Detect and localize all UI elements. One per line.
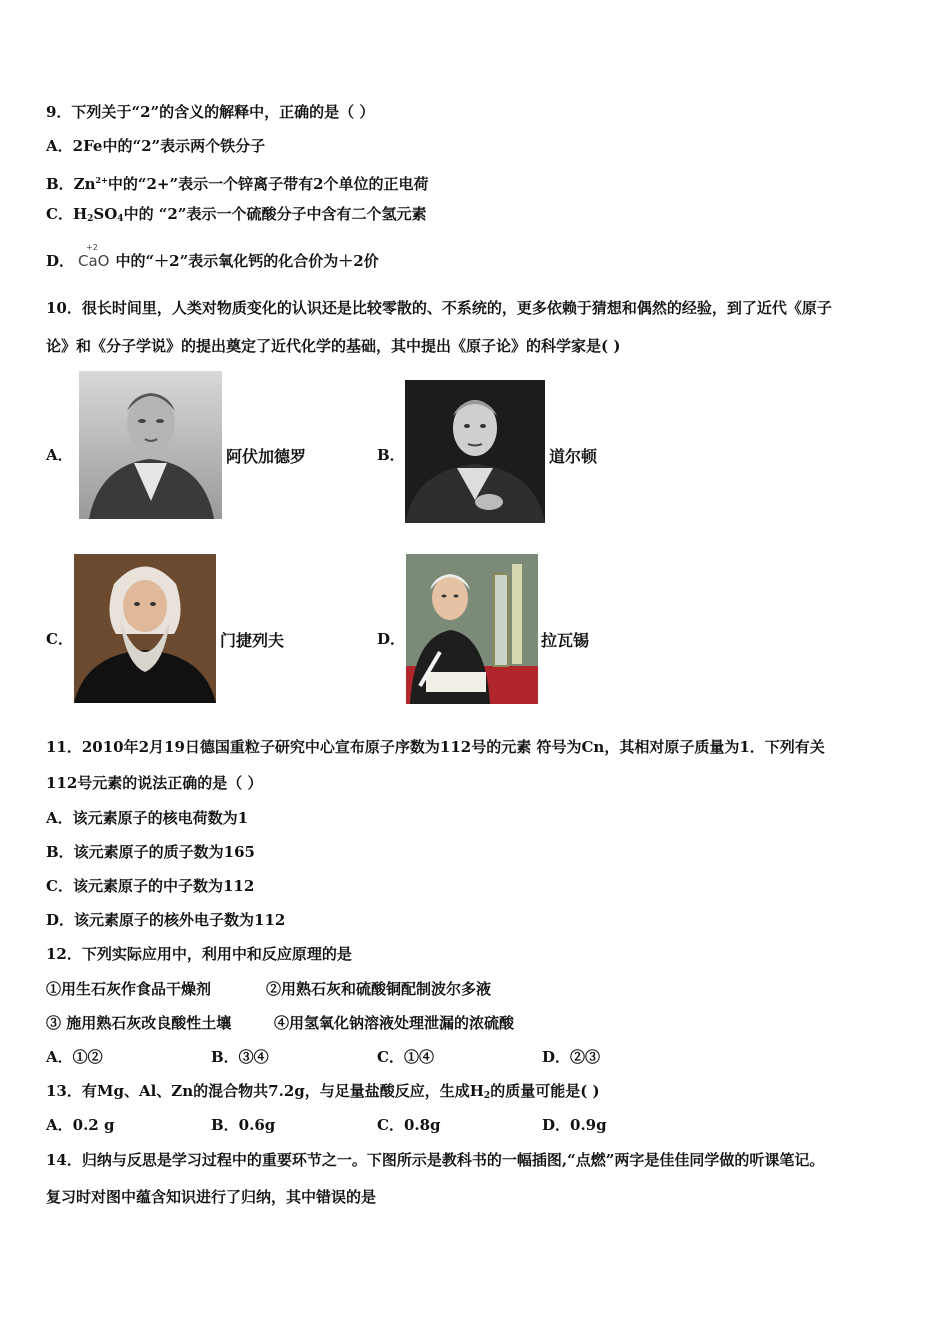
q13-option-d: D．0.9g — [542, 1116, 607, 1134]
q11-option-c: C．该元素原子的中子数为112 — [46, 877, 255, 895]
q10-option-b-name: 道尔顿 — [549, 447, 598, 466]
q10-option-a-letter: A． — [46, 446, 73, 464]
q13-option-a: A．0.2 g — [46, 1116, 115, 1134]
q9-option-c: C．$H_2SO_4$中的 “2”表示一个硫酸分子中含有二个氢元素 — [46, 205, 427, 224]
q12-option-a: A．①② — [46, 1048, 103, 1066]
lavoisier-portrait-image — [406, 554, 538, 704]
q10-option-b-letter: B． — [377, 446, 405, 464]
q10-option-c-letter: C． — [46, 630, 73, 648]
mendeleev-portrait-image — [74, 554, 216, 703]
q12-option-d: D．②③ — [542, 1048, 601, 1066]
q12-option-b: B．③④ — [211, 1048, 269, 1066]
q11-line1: 11．2010年2月19日德国重粒子研究中心宣布原子序数为112号的元素 符号为Cn，其相对原子质量为1．下列有关 — [46, 738, 825, 756]
q10-option-d-letter: D． — [377, 630, 406, 648]
q12-option-c: C．①④ — [377, 1048, 434, 1066]
dalton-portrait-image — [405, 380, 545, 523]
cao-formula: +2 CaO — [78, 243, 110, 270]
q10-line2: 论》和《分子学说》的提出奠定了近代化学的基础，其中提出《原子论》的科学家是( ) — [46, 337, 621, 355]
q10-option-d-name: 拉瓦锡 — [541, 631, 590, 650]
q11-line2: 112号元素的说法正确的是（ ） — [46, 774, 263, 792]
q13-option-b: B．0.6g — [211, 1116, 276, 1134]
q12-stem: 12．下列实际应用中，利用中和反应原理的是 — [46, 945, 352, 963]
q11-option-d: D．该元素原子的核外电子数为112 — [46, 911, 286, 929]
q11-option-a: A．该元素原子的核电荷数为1 — [46, 809, 249, 827]
q12-statement-1: ①用生石灰作食品干燥剂 — [46, 980, 212, 998]
q9-option-a: A．2Fe中的“2”表示两个铁分子 — [46, 137, 266, 155]
q12-statement-2: ②用熟石灰和硫酸铜配制波尔多液 — [266, 980, 492, 998]
q10-option-c-name: 门捷列夫 — [220, 631, 285, 650]
q9-option-d: D． +2 CaO 中的“＋2”表示氧化钙的化合价为＋2价 — [46, 243, 379, 270]
q12-statement-4: ④用氢氧化钠溶液处理泄漏的浓硫酸 — [274, 1014, 515, 1032]
q12-statement-3: ③ 施用熟石灰改良酸性土壤 — [46, 1014, 232, 1032]
avogadro-portrait-image — [79, 371, 222, 519]
q11-option-b: B．该元素原子的质子数为165 — [46, 843, 255, 861]
q10-line1: 10．很长时间里，人类对物质变化的认识还是比较零散的、不系统的，更多依赖于猜想和偶然的经验，到了近代《原子 — [46, 299, 832, 317]
q9-option-b: B．$Zn^{2+}$中的“2+”表示一个锌离子带有2个单位的正电荷 — [46, 175, 429, 193]
q9-stem: 9．下列关于“2”的含义的解释中，正确的是（ ） — [46, 103, 375, 121]
q13-stem: 13．有Mg、Al、Zn的混合物共7.2g，与足量盐酸反应，生成$H_2$的质量可能是( ) — [46, 1082, 600, 1101]
q14-line1: 14．归纳与反思是学习过程中的重要环节之一。下图所示是教科书的一幅插图,“点燃”两字是佳佳同学做的听课笔记。 — [46, 1151, 825, 1169]
q10-option-a-name: 阿伏加德罗 — [226, 447, 307, 466]
q13-option-c: C．0.8g — [377, 1116, 441, 1134]
q14-line2: 复习时对图中蕴含知识进行了归纳，其中错误的是 — [46, 1188, 377, 1206]
